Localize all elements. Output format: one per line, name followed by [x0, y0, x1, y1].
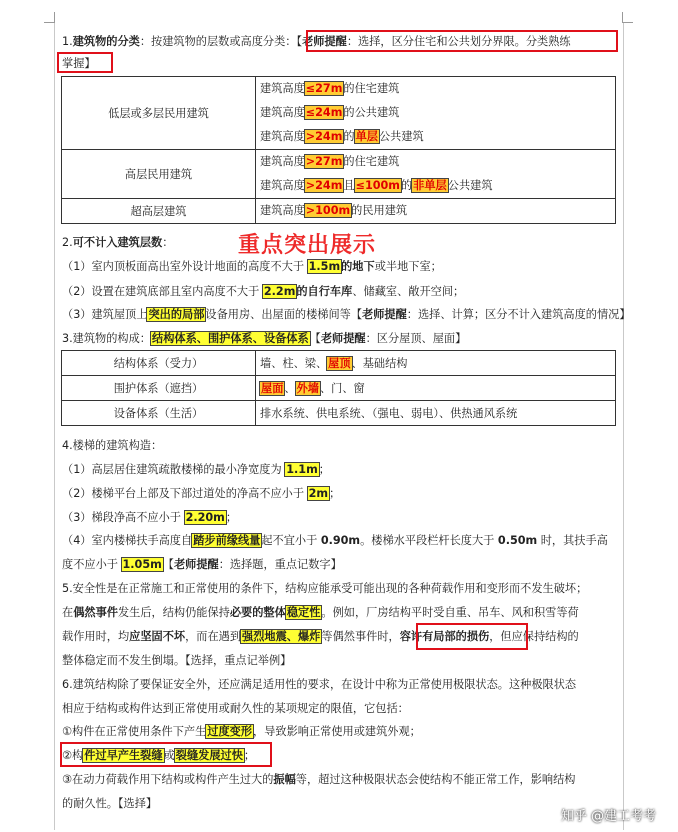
emphasis-overlay-text: 重点突出展示	[238, 233, 377, 258]
highlight-box	[306, 30, 618, 52]
rule-cell: 建筑高度>27m的住宅建筑 建筑高度>24m且≤100m的非单层公共建筑	[256, 150, 616, 199]
category-cell: 超高层建筑	[62, 199, 256, 224]
paragraph-line: 6.建筑结构除了要保证安全外，还应满足适用性的要求，在设计中称为正常使用极限状态。这种极限状态	[62, 678, 577, 691]
list-item: （2）楼梯平台上部及下部过道处的净高不应小于 2m；	[62, 487, 341, 500]
table-row	[62, 351, 616, 376]
section-1-heading-cont: 掌握】	[62, 57, 96, 70]
highlight-box	[60, 742, 272, 767]
content-cell: 排水系统、供电系统、（强电、弱电）、供热通风系统	[256, 401, 616, 426]
paragraph-line: 的耐久性。【选择】	[62, 797, 158, 810]
table-row	[62, 150, 616, 199]
building-classification-table	[61, 76, 616, 224]
paragraph-line: ①构件在正常使用条件下产生过度变形，导致影响正常使用或建筑外观；	[62, 725, 421, 738]
section-4-heading: 4.楼梯的建筑构造：	[62, 439, 163, 452]
list-item: （1）室内顶板面高出室外设计地面的高度不大于 1.5m的地下或半地下室；	[62, 260, 442, 273]
rule-cell: 建筑高度≤27m的住宅建筑 建筑高度≤24m的公共建筑 建筑高度>24m的单层公共建筑	[256, 77, 616, 150]
highlight-box	[416, 623, 528, 650]
paragraph-line: 整体稳定而不发生倒塌。【选择，重点记举例】	[62, 654, 292, 667]
list-item: （3）建筑屋顶上突出的局部设备用房、出屋面的楼梯间等【老师提醒：选择、计算；区分不计入建筑高度的情况】	[62, 308, 631, 321]
rule-cell: 建筑高度>100m的民用建筑	[256, 199, 616, 224]
paragraph-line: 5.安全性是在正常施工和正常使用的条件下，结构应能承受可能出现的各种荷载作用和变形而不发生破坏；	[62, 582, 588, 595]
paragraph-line: 在偶然事件发生后，结构仍能保持必要的整体稳定性。例如，厂房结构平时受自重、吊车、风和积雪等荷	[62, 606, 579, 619]
section-1-heading: 1.建筑物的分类：按建筑物的层数或高度分类：【老师提醒：选择，区分住宅和公共划分界限。分类熟练	[62, 35, 571, 48]
category-cell: 围护体系（遮挡）	[62, 376, 256, 401]
list-item: （4）室内楼梯扶手高度自踏步前缘线量起不宜小于 0.90m。楼梯水平段栏杆长度大于 0.50m 时，其扶手高	[62, 534, 608, 547]
list-item: （1）高层居住建筑疏散楼梯的最小净宽度为 1.1m；	[62, 463, 330, 476]
list-item: （2）设置在建筑底部且室内高度不大于 2.2m的自行车库、储藏室、敞开空间；	[62, 285, 465, 298]
crop-mark	[622, 12, 633, 23]
category-cell: 高层民用建筑	[62, 150, 256, 199]
highlight-box	[57, 52, 113, 73]
content-cell: 墙、柱、梁、屋顶、基础结构	[256, 351, 616, 376]
crop-mark	[44, 12, 55, 23]
watermark: 知乎 @建工考考	[560, 809, 656, 824]
section-3-heading: 3.建筑物的构成：结构体系、围护体系、设备体系【老师提醒：区分屋顶、屋面】	[62, 332, 467, 345]
section-2-heading: 2.可不计入建筑层数：	[62, 236, 174, 249]
table-row	[62, 199, 616, 224]
paragraph-line: 载作用时，均应坚固不坏，而在遇到强烈地震、爆炸等偶然事件时，容许有局部的损伤，但应保持结构的	[62, 630, 579, 643]
table-row	[62, 376, 616, 401]
building-composition-table	[61, 350, 616, 426]
category-cell: 设备体系（生活）	[62, 401, 256, 426]
category-cell: 低层或多层民用建筑	[62, 77, 256, 150]
list-item: （3）梯段净高不应小于 2.20m；	[62, 511, 238, 524]
list-item-cont: 度不应小于 1.05m【老师提醒：选择题，重点记数字】	[62, 558, 342, 571]
table-row	[62, 401, 616, 426]
paragraph-line: 相应于结构或构件达到正常使用或耐久性的某项规定的限值，它包括：	[62, 702, 409, 715]
paragraph-line: ②构件过早产生裂缝或裂缝发展过快；	[62, 749, 256, 762]
category-cell: 结构体系（受力）	[62, 351, 256, 376]
table-row	[62, 77, 616, 150]
paragraph-line: ③在动力荷载作用下结构或构件产生过大的振幅等，超过这种极限状态会使结构不能正常工作，影响结构	[62, 773, 576, 786]
content-cell: 屋面、外墙、门、窗	[256, 376, 616, 401]
